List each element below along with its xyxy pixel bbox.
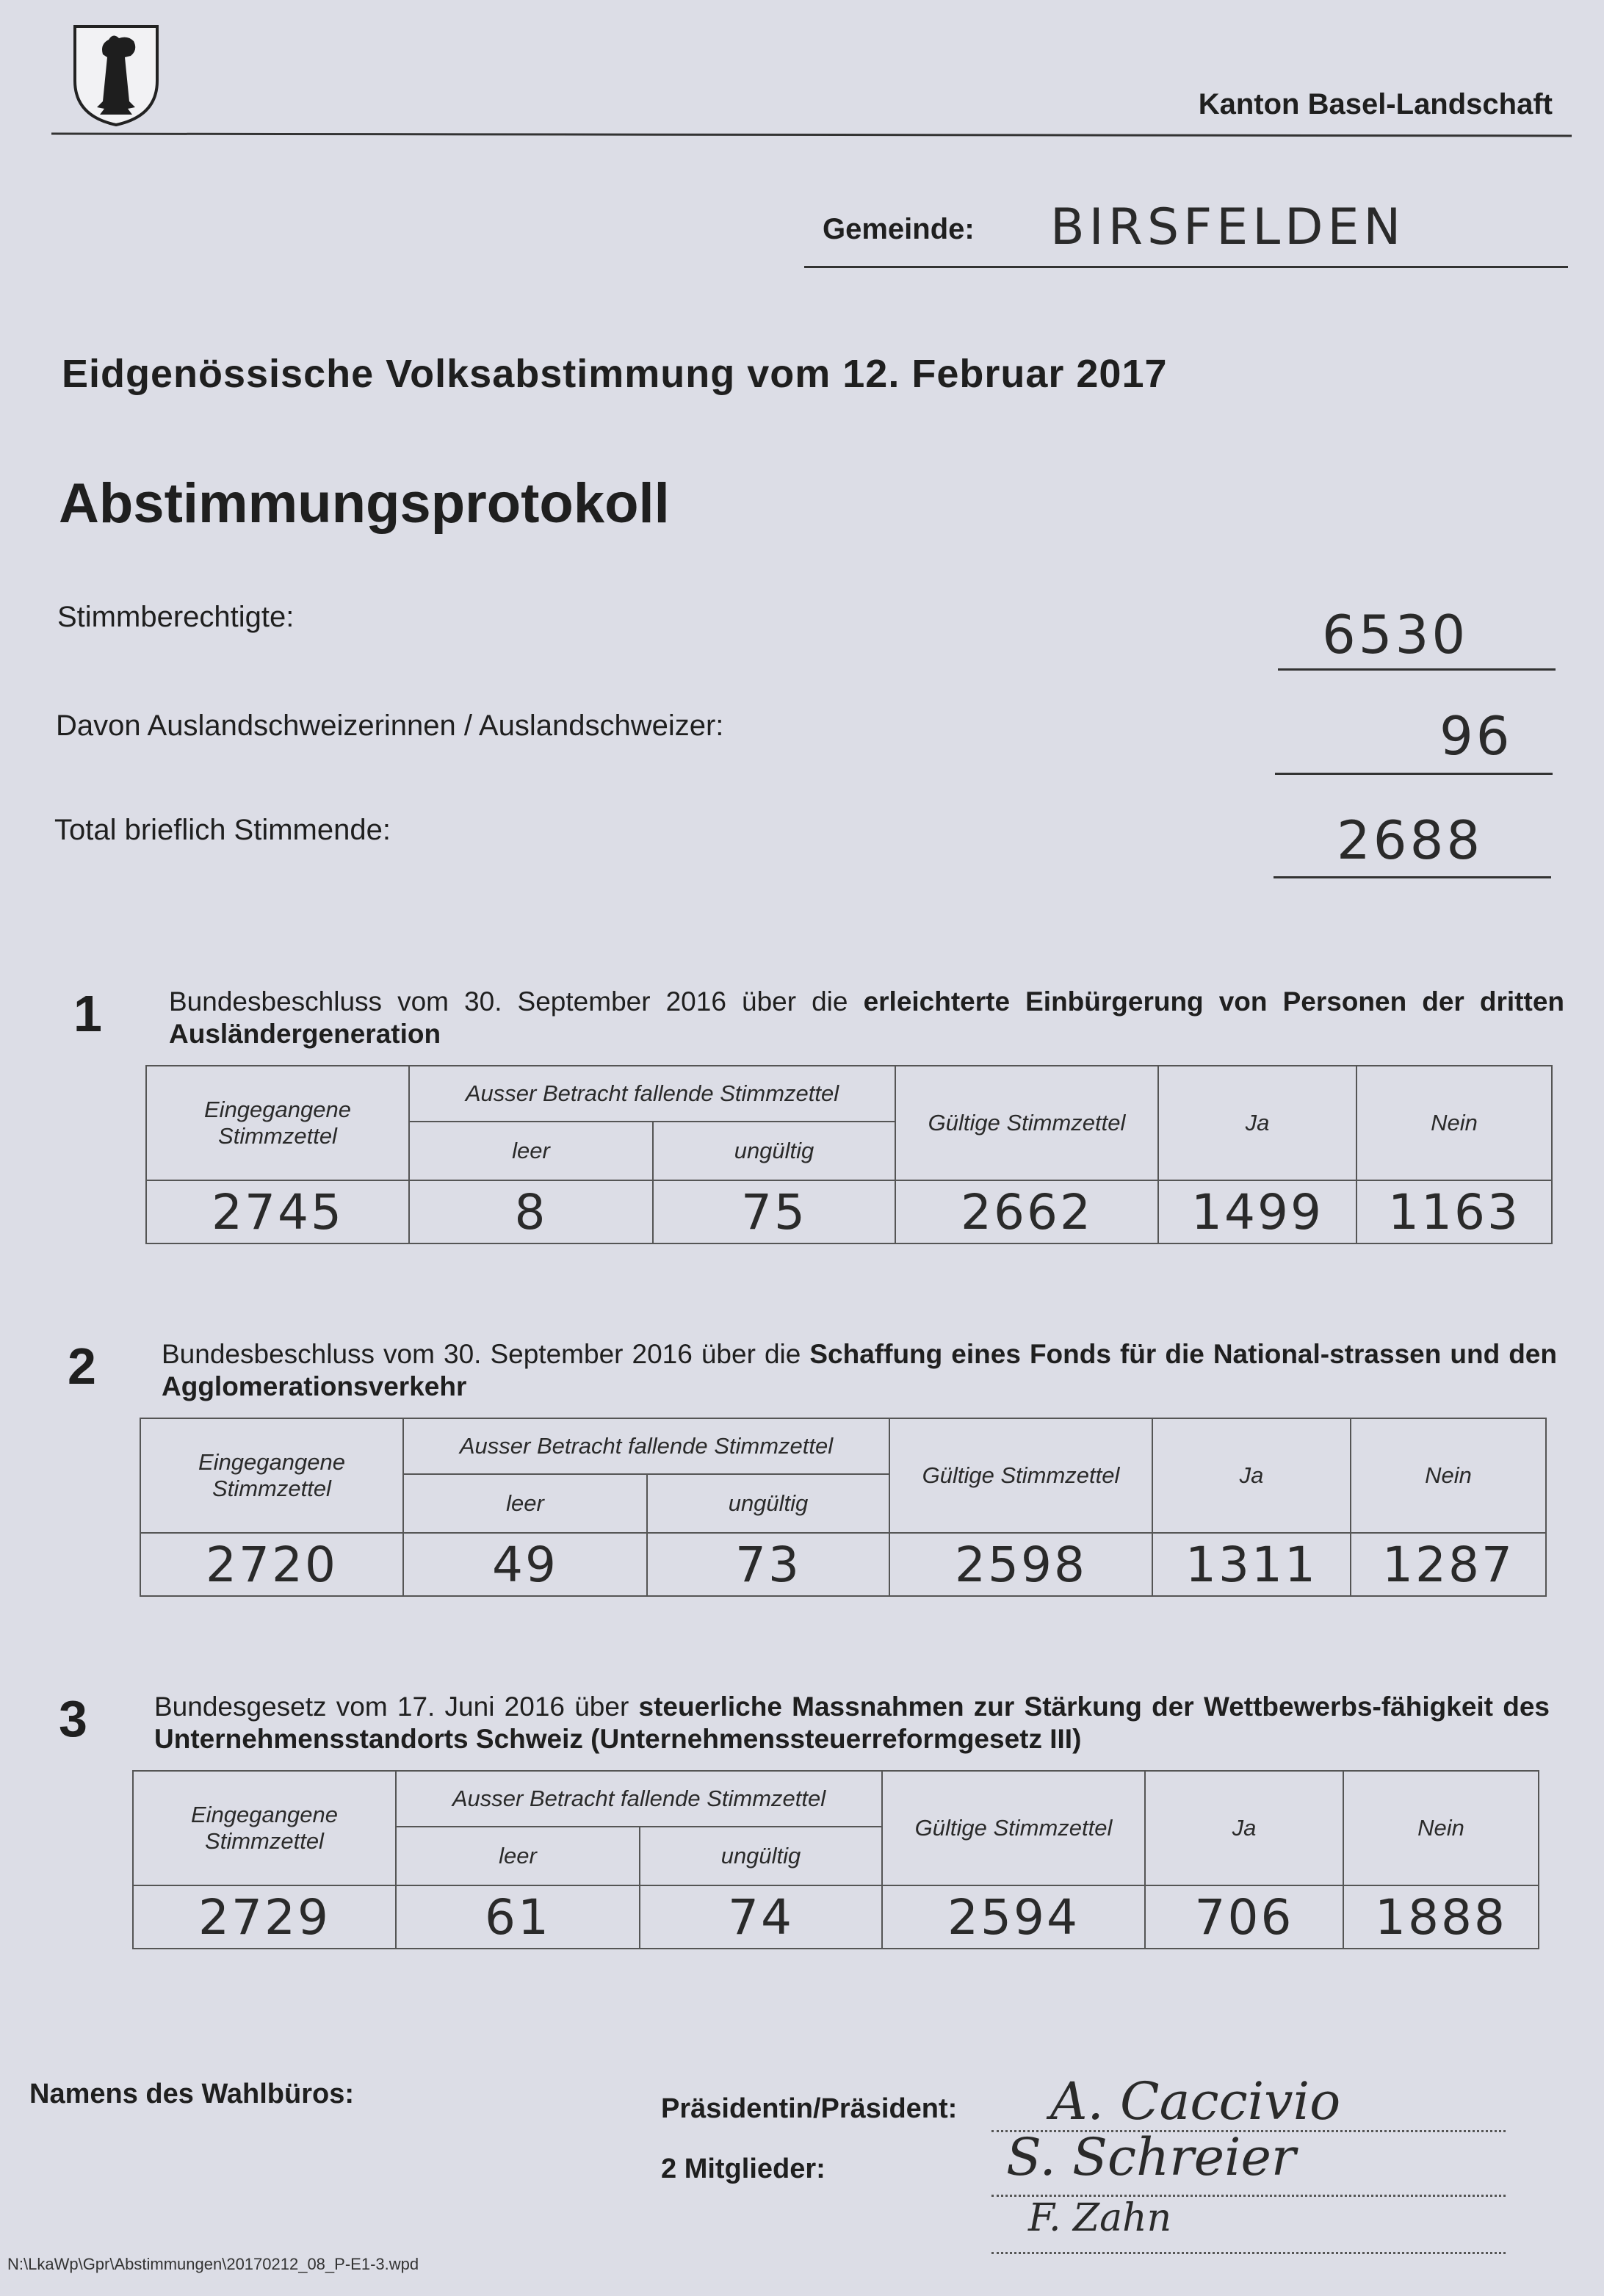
leer-value: 49 bbox=[403, 1533, 647, 1596]
stimmberechtigte-label: Stimmberechtigte: bbox=[57, 601, 295, 633]
nein-value: 1888 bbox=[1343, 1885, 1539, 1949]
ja-header: Ja bbox=[1152, 1418, 1351, 1533]
ungueltig-header: ungültig bbox=[653, 1122, 895, 1180]
section-1-number: 1 bbox=[73, 985, 102, 1042]
gueltige-header: Gültige Stimmzettel bbox=[882, 1771, 1145, 1885]
gueltige-value: 2598 bbox=[889, 1533, 1152, 1596]
gemeinde-label: Gemeinde: bbox=[823, 213, 975, 245]
mitglied-2-dotted-line bbox=[991, 2252, 1506, 2254]
canton-name: Kanton Basel-Landschaft bbox=[1198, 88, 1553, 120]
ausser-header: Ausser Betracht fallende Stimmzettel bbox=[409, 1066, 895, 1122]
mitglieder-label: 2 Mitglieder: bbox=[661, 2154, 826, 2184]
basel-staff-crest-icon bbox=[71, 22, 162, 128]
eingegangene-header: Eingegangene Stimmzettel bbox=[146, 1066, 409, 1180]
protocol-title: Abstimmungsprotokoll bbox=[59, 472, 670, 535]
ungueltig-value: 75 bbox=[653, 1180, 895, 1243]
section-3-table bbox=[132, 1770, 1539, 1949]
ungueltig-header: ungültig bbox=[640, 1827, 882, 1885]
ausser-header: Ausser Betracht fallende Stimmzettel bbox=[403, 1418, 889, 1474]
leer-value: 8 bbox=[409, 1180, 653, 1243]
section-1-table bbox=[145, 1065, 1553, 1244]
stimmberechtigte-value: 6530 bbox=[1322, 604, 1469, 665]
eingegangene-value: 2745 bbox=[146, 1180, 409, 1243]
gueltige-value: 2662 bbox=[895, 1180, 1158, 1243]
ungueltig-header: ungültig bbox=[647, 1474, 889, 1533]
ja-value: 1499 bbox=[1158, 1180, 1356, 1243]
section-2-description: Bundesbeschluss vom 30. September 2016 über die Schaffung eines Fonds für die National-strassen und den Agglomerationsverkehr bbox=[162, 1339, 1557, 1401]
stimmberechtigte-line bbox=[1278, 668, 1556, 671]
gueltige-header: Gültige Stimmzettel bbox=[889, 1418, 1152, 1533]
ausland-line bbox=[1275, 773, 1553, 775]
ausser-header: Ausser Betracht fallende Stimmzettel bbox=[396, 1771, 882, 1827]
ja-value: 1311 bbox=[1152, 1533, 1351, 1596]
eingegangene-value: 2729 bbox=[133, 1885, 396, 1949]
section-2-table bbox=[140, 1418, 1547, 1597]
eingegangene-header: Eingegangene Stimmzettel bbox=[133, 1771, 396, 1885]
mitglied-2-signature: F. Zahn bbox=[1028, 2196, 1172, 2240]
file-path: N:\LkaWp\Gpr\Abstimmungen\20170212_08_P-E1-3.wpd bbox=[7, 2255, 419, 2273]
header-rule bbox=[51, 133, 1572, 137]
vote-title: Eidgenössische Volksabstimmung vom 12. Februar 2017 bbox=[62, 352, 1168, 396]
ausland-value: 96 bbox=[1439, 705, 1513, 767]
leer-header: leer bbox=[396, 1827, 640, 1885]
nein-header: Nein bbox=[1356, 1066, 1552, 1180]
praesident-signature: A. Caccivio bbox=[1050, 2071, 1341, 2131]
mitglied-1-signature: S. Schreier bbox=[1006, 2127, 1296, 2187]
nein-header: Nein bbox=[1343, 1771, 1539, 1885]
section-3-description: Bundesgesetz vom 17. Juni 2016 über steuerliche Massnahmen zur Stärkung der Wettbewerbs-fähigkeit des Unternehmensstandorts Schweiz (Unternehmenssteuerreformgesetz III) bbox=[154, 1692, 1550, 1754]
namens-label: Namens des Wahlbüros: bbox=[29, 2079, 355, 2109]
section-2-number: 2 bbox=[68, 1337, 96, 1395]
gemeinde-value: BIRSFELDEN bbox=[1050, 198, 1406, 256]
section-3-number: 3 bbox=[59, 1690, 87, 1747]
brieflich-value: 2688 bbox=[1337, 809, 1484, 871]
nein-value: 1287 bbox=[1351, 1533, 1546, 1596]
section-1-description: Bundesbeschluss vom 30. September 2016 über die erleichterte Einbürgerung von Personen der dritten Ausländergeneration bbox=[169, 986, 1564, 1049]
ungueltig-value: 74 bbox=[640, 1885, 882, 1949]
ungueltig-value: 73 bbox=[647, 1533, 889, 1596]
nein-value: 1163 bbox=[1356, 1180, 1552, 1243]
eingegangene-value: 2720 bbox=[140, 1533, 403, 1596]
ja-header: Ja bbox=[1158, 1066, 1356, 1180]
praesident-label: Präsidentin/Präsident: bbox=[661, 2093, 958, 2124]
brieflich-label: Total brieflich Stimmende: bbox=[54, 814, 391, 846]
nein-header: Nein bbox=[1351, 1418, 1546, 1533]
leer-value: 61 bbox=[396, 1885, 640, 1949]
ausland-label: Davon Auslandschweizerinnen / Auslandschweizer: bbox=[56, 710, 724, 742]
leer-header: leer bbox=[409, 1122, 653, 1180]
gemeinde-line bbox=[804, 266, 1568, 268]
ja-header: Ja bbox=[1145, 1771, 1343, 1885]
gueltige-value: 2594 bbox=[882, 1885, 1145, 1949]
gueltige-header: Gültige Stimmzettel bbox=[895, 1066, 1158, 1180]
ja-value: 706 bbox=[1145, 1885, 1343, 1949]
eingegangene-header: Eingegangene Stimmzettel bbox=[140, 1418, 403, 1533]
leer-header: leer bbox=[403, 1474, 647, 1533]
brieflich-line bbox=[1274, 876, 1551, 878]
